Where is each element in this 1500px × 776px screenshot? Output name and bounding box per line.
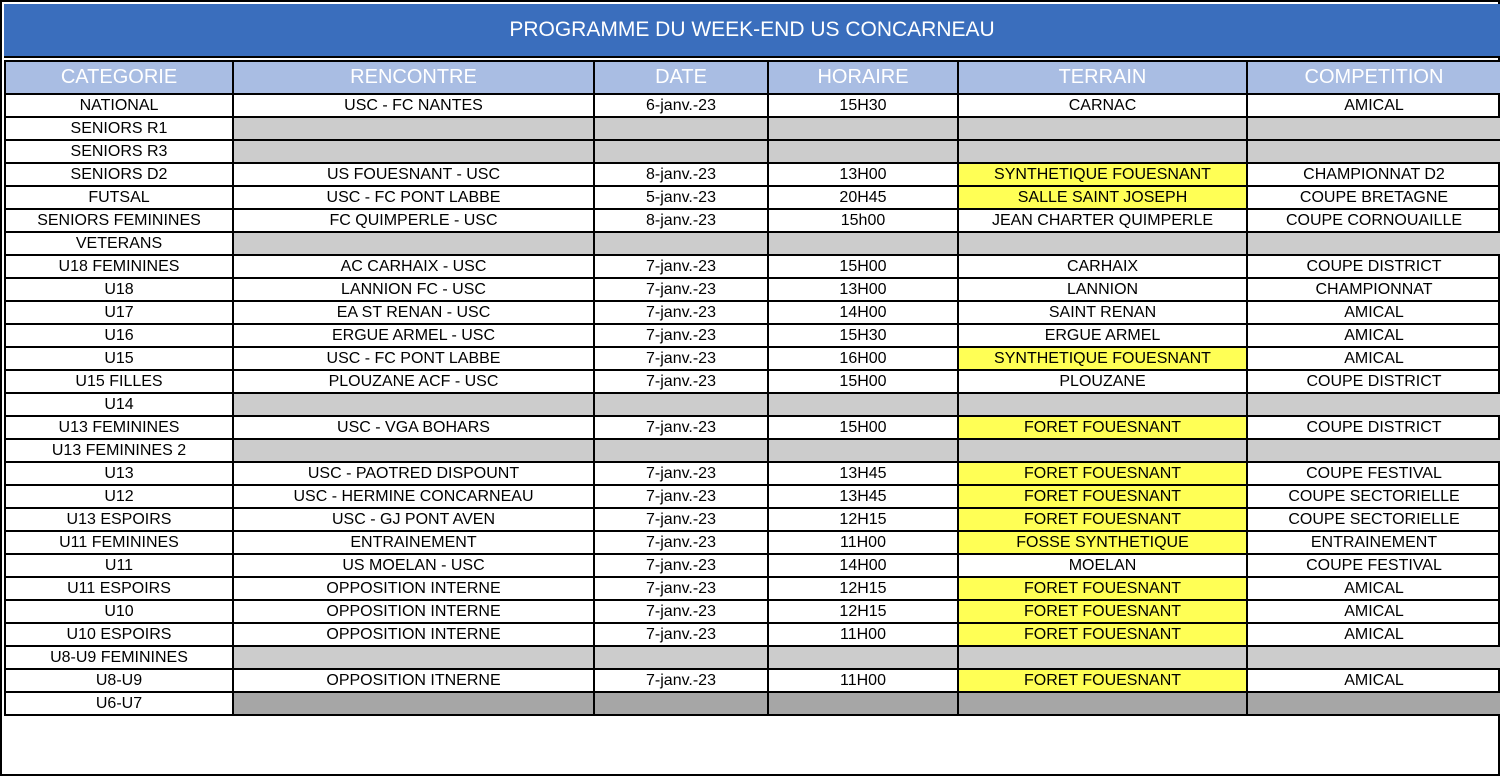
cell-competition[interactable]: ENTRAINEMENT (1247, 531, 1500, 554)
cell-terrain[interactable] (958, 439, 1247, 462)
page-title: PROGRAMME DU WEEK-END US CONCARNEAU (4, 4, 1500, 58)
cell-terrain[interactable]: FORET FOUESNANT (958, 577, 1247, 600)
cell-rencontre[interactable]: PLOUZANE ACF - USC (233, 370, 594, 393)
cell-horaire[interactable] (768, 646, 958, 669)
cell-competition[interactable]: CHAMPIONNAT D2 (1247, 163, 1500, 186)
cell-date[interactable]: 7-janv.-23 (594, 255, 768, 278)
cell-horaire[interactable] (768, 439, 958, 462)
cell-terrain[interactable] (958, 232, 1247, 255)
cell-categorie[interactable]: U10 (5, 600, 233, 623)
cell-competition[interactable] (1247, 140, 1500, 163)
cell-categorie[interactable]: U11 ESPOIRS (5, 577, 233, 600)
table-row (5, 278, 1500, 301)
cell-categorie[interactable]: U8-U9 FEMININES (5, 646, 233, 669)
cell-horaire[interactable]: 13H00 (768, 278, 958, 301)
cell-horaire[interactable]: 13H45 (768, 485, 958, 508)
cell-rencontre[interactable]: EA ST RENAN - USC (233, 301, 594, 324)
cell-rencontre[interactable] (233, 692, 594, 715)
cell-rencontre[interactable]: ENTRAINEMENT (233, 531, 594, 554)
cell-competition[interactable]: AMICAL (1247, 347, 1500, 370)
cell-horaire[interactable] (768, 692, 958, 715)
cell-date[interactable]: 8-janv.-23 (594, 163, 768, 186)
cell-categorie[interactable]: U13 FEMININES (5, 416, 233, 439)
schedule-body (5, 94, 1500, 715)
cell-horaire[interactable]: 15H00 (768, 255, 958, 278)
table-row (5, 646, 1500, 669)
cell-horaire[interactable] (768, 117, 958, 140)
table-row (5, 255, 1500, 278)
cell-rencontre[interactable]: USC - FC PONT LABBE (233, 347, 594, 370)
cell-competition[interactable]: AMICAL (1247, 669, 1500, 692)
cell-rencontre[interactable]: USC - PAOTRED DISPOUNT (233, 462, 594, 485)
cell-horaire[interactable]: 15H00 (768, 416, 958, 439)
cell-categorie[interactable]: VETERANS (5, 232, 233, 255)
cell-terrain[interactable] (958, 393, 1247, 416)
table-row (5, 163, 1500, 186)
cell-date[interactable]: 7-janv.-23 (594, 485, 768, 508)
cell-competition[interactable]: COUPE DISTRICT (1247, 416, 1500, 439)
cell-horaire[interactable]: 20H45 (768, 186, 958, 209)
cell-date[interactable]: 7-janv.-23 (594, 462, 768, 485)
cell-horaire[interactable]: 13H00 (768, 163, 958, 186)
cell-horaire[interactable]: 11H00 (768, 669, 958, 692)
table-row (5, 370, 1500, 393)
cell-competition[interactable]: COUPE DISTRICT (1247, 255, 1500, 278)
cell-terrain[interactable]: JEAN CHARTER QUIMPERLE (958, 209, 1247, 232)
cell-date[interactable] (594, 232, 768, 255)
cell-rencontre[interactable] (233, 140, 594, 163)
cell-date[interactable]: 7-janv.-23 (594, 531, 768, 554)
cell-categorie[interactable]: U11 (5, 554, 233, 577)
cell-date[interactable]: 7-janv.-23 (594, 669, 768, 692)
cell-rencontre[interactable]: ERGUE ARMEL - USC (233, 324, 594, 347)
cell-terrain[interactable]: LANNION (958, 278, 1247, 301)
cell-categorie[interactable]: U13 FEMININES 2 (5, 439, 233, 462)
table-row (5, 577, 1500, 600)
cell-terrain[interactable]: FORET FOUESNANT (958, 416, 1247, 439)
cell-competition[interactable]: AMICAL (1247, 301, 1500, 324)
cell-terrain[interactable]: CARHAIX (958, 255, 1247, 278)
cell-categorie[interactable]: U10 ESPOIRS (5, 623, 233, 646)
table-row (5, 186, 1500, 209)
cell-date[interactable] (594, 140, 768, 163)
cell-rencontre[interactable]: FC QUIMPERLE - USC (233, 209, 594, 232)
cell-terrain[interactable]: SYNTHETIQUE FOUESNANT (958, 347, 1247, 370)
cell-competition[interactable]: COUPE FESTIVAL (1247, 554, 1500, 577)
cell-terrain[interactable] (958, 646, 1247, 669)
cell-terrain[interactable]: SYNTHETIQUE FOUESNANT (958, 163, 1247, 186)
cell-rencontre[interactable]: LANNION FC - USC (233, 278, 594, 301)
cell-rencontre[interactable]: OPPOSITION INTERNE (233, 577, 594, 600)
column-header-terrain[interactable]: TERRAIN (958, 61, 1247, 94)
cell-rencontre[interactable]: USC - HERMINE CONCARNEAU (233, 485, 594, 508)
cell-date[interactable]: 7-janv.-23 (594, 623, 768, 646)
cell-date[interactable]: 8-janv.-23 (594, 209, 768, 232)
cell-categorie[interactable]: U13 (5, 462, 233, 485)
cell-horaire[interactable]: 14H00 (768, 554, 958, 577)
cell-rencontre[interactable]: US MOELAN - USC (233, 554, 594, 577)
cell-horaire[interactable]: 12H15 (768, 600, 958, 623)
cell-terrain[interactable] (958, 140, 1247, 163)
cell-categorie[interactable]: U16 (5, 324, 233, 347)
cell-date[interactable]: 7-janv.-23 (594, 278, 768, 301)
cell-terrain[interactable] (958, 117, 1247, 140)
cell-date[interactable]: 7-janv.-23 (594, 347, 768, 370)
table-row (5, 485, 1500, 508)
cell-rencontre[interactable]: USC - FC PONT LABBE (233, 186, 594, 209)
cell-competition[interactable]: COUPE DISTRICT (1247, 370, 1500, 393)
cell-competition[interactable]: COUPE BRETAGNE (1247, 186, 1500, 209)
cell-competition[interactable]: CHAMPIONNAT (1247, 278, 1500, 301)
cell-date[interactable]: 6-janv.-23 (594, 94, 768, 117)
cell-terrain[interactable]: SALLE SAINT JOSEPH (958, 186, 1247, 209)
cell-competition[interactable]: COUPE SECTORIELLE (1247, 508, 1500, 531)
cell-date[interactable] (594, 646, 768, 669)
cell-terrain[interactable]: FORET FOUESNANT (958, 485, 1247, 508)
cell-rencontre[interactable]: AC CARHAIX - USC (233, 255, 594, 278)
cell-date[interactable] (594, 393, 768, 416)
cell-terrain[interactable]: PLOUZANE (958, 370, 1247, 393)
table-row (5, 623, 1500, 646)
cell-categorie[interactable]: U14 (5, 393, 233, 416)
cell-categorie[interactable]: SENIORS R3 (5, 140, 233, 163)
cell-horaire[interactable] (768, 232, 958, 255)
cell-rencontre[interactable] (233, 117, 594, 140)
cell-horaire[interactable]: 15H30 (768, 94, 958, 117)
cell-horaire[interactable]: 11H00 (768, 531, 958, 554)
cell-categorie[interactable]: U6-U7 (5, 692, 233, 715)
cell-competition[interactable]: COUPE FESTIVAL (1247, 462, 1500, 485)
cell-categorie[interactable]: U8-U9 (5, 669, 233, 692)
table-row (5, 531, 1500, 554)
table-row (5, 416, 1500, 439)
cell-competition[interactable]: AMICAL (1247, 324, 1500, 347)
table-row (5, 140, 1500, 163)
cell-terrain[interactable]: FOSSE SYNTHETIQUE (958, 531, 1247, 554)
cell-date[interactable]: 7-janv.-23 (594, 554, 768, 577)
cell-categorie[interactable]: U15 FILLES (5, 370, 233, 393)
cell-categorie[interactable]: SENIORS D2 (5, 163, 233, 186)
cell-competition[interactable] (1247, 393, 1500, 416)
cell-horaire[interactable]: 13H45 (768, 462, 958, 485)
table-row (5, 669, 1500, 692)
cell-date[interactable]: 7-janv.-23 (594, 301, 768, 324)
cell-competition[interactable] (1247, 439, 1500, 462)
cell-horaire[interactable]: 15h00 (768, 209, 958, 232)
cell-competition[interactable] (1247, 692, 1500, 715)
schedule-table (4, 60, 1500, 716)
cell-horaire[interactable] (768, 140, 958, 163)
cell-date[interactable] (594, 692, 768, 715)
cell-rencontre[interactable]: OPPOSITION INTERNE (233, 600, 594, 623)
cell-horaire[interactable]: 16H00 (768, 347, 958, 370)
cell-rencontre[interactable]: USC - VGA BOHARS (233, 416, 594, 439)
cell-date[interactable]: 5-janv.-23 (594, 186, 768, 209)
cell-categorie[interactable]: U13 ESPOIRS (5, 508, 233, 531)
cell-terrain[interactable]: FORET FOUESNANT (958, 623, 1247, 646)
table-row (5, 301, 1500, 324)
cell-rencontre[interactable]: US FOUESNANT - USC (233, 163, 594, 186)
cell-competition[interactable]: COUPE CORNOUAILLE (1247, 209, 1500, 232)
column-header-rencontre[interactable]: RENCONTRE (233, 61, 594, 94)
table-row (5, 462, 1500, 485)
cell-date[interactable]: 7-janv.-23 (594, 508, 768, 531)
cell-rencontre[interactable]: USC - GJ PONT AVEN (233, 508, 594, 531)
cell-date[interactable]: 7-janv.-23 (594, 600, 768, 623)
cell-terrain[interactable]: CARNAC (958, 94, 1247, 117)
cell-categorie[interactable]: SENIORS FEMININES (5, 209, 233, 232)
cell-rencontre[interactable] (233, 439, 594, 462)
cell-rencontre[interactable]: OPPOSITION INTERNE (233, 623, 594, 646)
cell-rencontre[interactable] (233, 232, 594, 255)
cell-categorie[interactable]: SENIORS R1 (5, 117, 233, 140)
table-row (5, 209, 1500, 232)
cell-date[interactable] (594, 439, 768, 462)
cell-date[interactable]: 7-janv.-23 (594, 370, 768, 393)
cell-competition[interactable]: AMICAL (1247, 623, 1500, 646)
cell-categorie[interactable]: U15 (5, 347, 233, 370)
cell-categorie[interactable]: FUTSAL (5, 186, 233, 209)
cell-competition[interactable]: COUPE SECTORIELLE (1247, 485, 1500, 508)
table-row (5, 508, 1500, 531)
cell-date[interactable]: 7-janv.-23 (594, 577, 768, 600)
cell-categorie[interactable]: U12 (5, 485, 233, 508)
cell-horaire[interactable]: 12H15 (768, 508, 958, 531)
cell-terrain[interactable]: FORET FOUESNANT (958, 600, 1247, 623)
cell-terrain[interactable]: ERGUE ARMEL (958, 324, 1247, 347)
cell-terrain[interactable]: SAINT RENAN (958, 301, 1247, 324)
cell-competition[interactable]: AMICAL (1247, 94, 1500, 117)
table-row (5, 232, 1500, 255)
cell-rencontre[interactable] (233, 646, 594, 669)
cell-horaire[interactable]: 14H00 (768, 301, 958, 324)
cell-date[interactable]: 7-janv.-23 (594, 416, 768, 439)
cell-competition[interactable]: AMICAL (1247, 600, 1500, 623)
cell-rencontre[interactable]: OPPOSITION ITNERNE (233, 669, 594, 692)
cell-terrain[interactable]: FORET FOUESNANT (958, 462, 1247, 485)
cell-terrain[interactable] (958, 692, 1247, 715)
column-header-horaire[interactable]: HORAIRE (768, 61, 958, 94)
cell-rencontre[interactable] (233, 393, 594, 416)
cell-competition[interactable] (1247, 646, 1500, 669)
cell-categorie[interactable]: U17 (5, 301, 233, 324)
cell-horaire[interactable]: 12H15 (768, 577, 958, 600)
cell-competition[interactable] (1247, 232, 1500, 255)
table-row (5, 324, 1500, 347)
cell-horaire[interactable] (768, 393, 958, 416)
cell-date[interactable]: 7-janv.-23 (594, 324, 768, 347)
table-row (5, 554, 1500, 577)
column-header-date[interactable]: DATE (594, 61, 768, 94)
cell-horaire[interactable]: 15H00 (768, 370, 958, 393)
cell-rencontre[interactable]: USC - FC NANTES (233, 94, 594, 117)
column-header-competition[interactable]: COMPETITION (1247, 61, 1500, 94)
cell-date[interactable] (594, 117, 768, 140)
table-row (5, 347, 1500, 370)
cell-categorie[interactable]: U11 FEMININES (5, 531, 233, 554)
cell-competition[interactable] (1247, 117, 1500, 140)
table-row (5, 692, 1500, 715)
cell-terrain[interactable]: FORET FOUESNANT (958, 669, 1247, 692)
cell-categorie[interactable]: U18 FEMININES (5, 255, 233, 278)
column-header-categorie[interactable]: CATEGORIE (5, 61, 233, 94)
header-row (5, 61, 1500, 94)
table-row (5, 393, 1500, 416)
table-row (5, 94, 1500, 117)
table-row (5, 439, 1500, 462)
cell-categorie[interactable]: NATIONAL (5, 94, 233, 117)
table-row (5, 600, 1500, 623)
cell-categorie[interactable]: U18 (5, 278, 233, 301)
cell-horaire[interactable]: 15H30 (768, 324, 958, 347)
cell-terrain[interactable]: FORET FOUESNANT (958, 508, 1247, 531)
cell-terrain[interactable]: MOELAN (958, 554, 1247, 577)
cell-horaire[interactable]: 11H00 (768, 623, 958, 646)
table-row (5, 117, 1500, 140)
cell-competition[interactable]: AMICAL (1247, 577, 1500, 600)
